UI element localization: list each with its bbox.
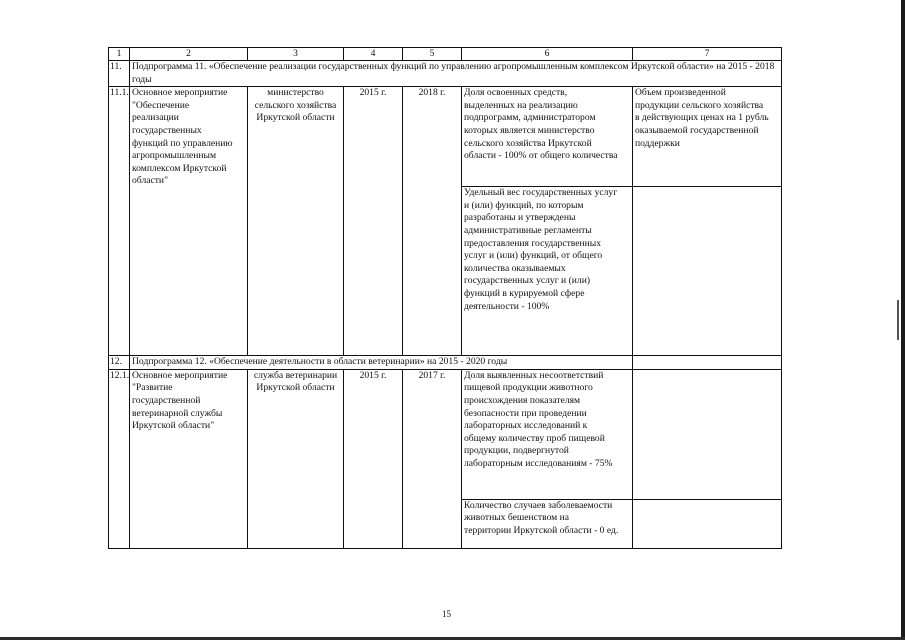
page-number: 15 <box>442 609 451 619</box>
activity-number: 11.1. <box>109 87 130 356</box>
column-header: 4 <box>344 48 403 61</box>
scan-mark <box>897 300 899 340</box>
program-table <box>108 47 782 549</box>
empty-cell <box>633 356 782 370</box>
result-text: Объем произведенной продукции сельского хозяйства в действующих ценах на 1 рубль оказываемой государственной поддержки <box>633 87 782 187</box>
activity-start-year: 2015 г. <box>344 87 403 356</box>
activity-row <box>109 87 782 187</box>
activity-end-year: 2018 г. <box>403 87 462 356</box>
indicator-text: Количество случаев заболеваемости животных бешенством на территории Иркутской области - 0 ед. <box>462 499 633 548</box>
result-text <box>633 499 782 548</box>
activity-row <box>109 369 782 499</box>
scan-edge-right <box>901 0 905 640</box>
activity-executor: служба ветеринарии Иркутской области <box>248 369 344 548</box>
activity-start-year: 2015 г. <box>344 369 403 548</box>
result-text <box>633 187 782 356</box>
column-number-row <box>109 48 782 61</box>
activity-end-year: 2017 г. <box>403 369 462 548</box>
subprogram-number: 11. <box>109 61 130 87</box>
column-header: 5 <box>403 48 462 61</box>
subprogram-title: Подпрограмма 12. «Обеспечение деятельности в области ветеринарии» на 2015 - 2020 годы <box>130 356 633 370</box>
result-text <box>633 369 782 499</box>
indicator-text: Доля освоенных средств, выделенных на реализацию подпрограмм, администратором которых является министерство сельского хозяйства Иркутской области - 100% от общего количества <box>462 87 633 187</box>
activity-executor: министерство сельского хозяйства Иркутской области <box>248 87 344 356</box>
subprogram-row <box>109 61 782 87</box>
subprogram-title: Подпрограмма 11. «Обеспечение реализации государственных функций по управлению агропромышленным комплексом Иркутской области» на 2015 - 2018 годы <box>130 61 782 87</box>
subprogram-row <box>109 356 782 370</box>
column-header: 7 <box>633 48 782 61</box>
indicator-text: Доля выявленных несоответствий пищевой продукции животного происхождения показателям безопасности при проведении лабораторных исследований к общему количеству проб пищевой продукции, подвергнутой лабораторным исследованиям - 75% <box>462 369 633 499</box>
column-header: 3 <box>248 48 344 61</box>
indicator-text: Удельный вес государственных услуг и (или) функций, по которым разработаны и утверждены административные регламенты предоставления государственных услуг и (или) функций, от общего количества оказываемых государственных услуг и (или) функций в курируемой сфере деятельности - 100% <box>462 187 633 356</box>
column-header: 1 <box>109 48 130 61</box>
column-header: 6 <box>462 48 633 61</box>
activity-number: 12.1. <box>109 369 130 548</box>
column-header: 2 <box>130 48 248 61</box>
activity-name: Основное мероприятие "Развитие государственной ветеринарной службы Иркутской области" <box>130 369 248 548</box>
activity-name: Основное мероприятие "Обеспечение реализации государственных функций по управлению агропромышленным комплексом Иркутской области" <box>130 87 248 356</box>
subprogram-number: 12. <box>109 356 130 370</box>
